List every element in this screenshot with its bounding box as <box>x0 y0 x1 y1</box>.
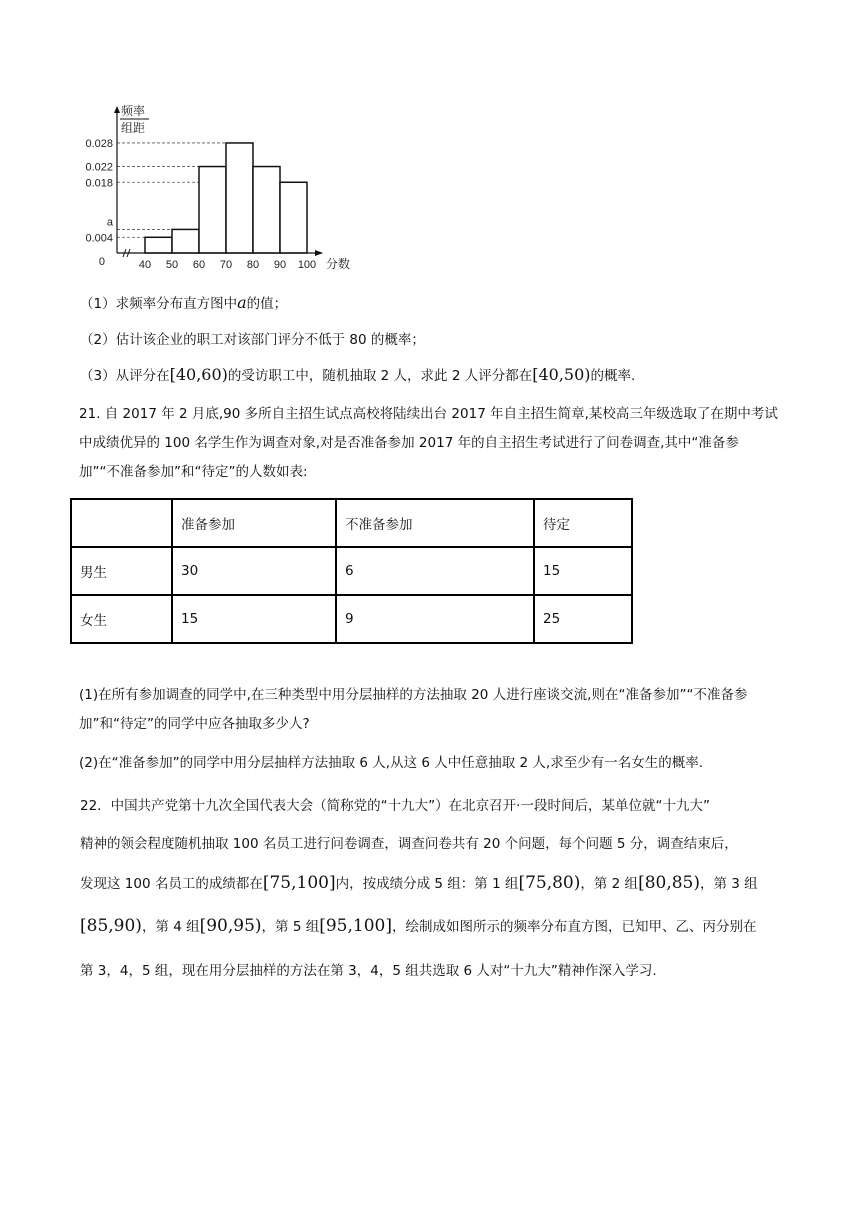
table-row <box>71 547 632 595</box>
interval-group-4: [90,95) <box>199 916 262 936</box>
table-cell: 15 <box>172 595 336 643</box>
q20-part1-text: （1）求频率分布直方图中 <box>80 296 238 312</box>
histogram-bar <box>199 167 226 253</box>
q22-line4-text: ，第 4 组 <box>141 919 200 935</box>
origin-label: 0 <box>98 256 105 268</box>
x-tick-label: 90 <box>273 259 287 271</box>
interval-40-60: [40,60) <box>169 365 228 384</box>
q20-part3 <box>80 364 635 384</box>
q22-line3-text: ，第 2 组 <box>580 876 639 892</box>
y-axis-label-bottom: 组距 <box>121 121 146 135</box>
histogram-bar <box>253 167 280 253</box>
histogram-bar <box>145 237 172 253</box>
x-tick-label: 60 <box>192 259 206 271</box>
q22-line3-text: ，第 3 组 <box>700 876 758 892</box>
table-cell: 6 <box>336 547 534 595</box>
var-a: a <box>237 293 247 312</box>
table-cell: 15 <box>534 547 632 595</box>
q22-line3-text: 发现这 100 名员工的成绩都在 <box>80 876 263 892</box>
y-tick-label: 0.018 <box>85 177 113 190</box>
q20-part3-text-end: 的概率. <box>590 368 636 384</box>
q22-line5: 第 3，4，5 组，现在用分层抽样的方法在第 3，4，5 组共选取 6 人对“十九大”精神作深入学习. <box>80 963 657 979</box>
q22-line1: 22．中国共产党第十九次全国代表大会（简称党的“十九大”）在北京召开·一段时间后，某单位就“十九大” <box>80 798 710 814</box>
y-tick-label: a <box>106 216 113 229</box>
y-tick-label: 0.028 <box>85 137 113 150</box>
y-axis-label-top: 频率 <box>121 104 146 118</box>
q22-line3-text: 内，按成绩分成 5 组：第 1 组 <box>335 876 519 892</box>
interval-40-50: [40,50) <box>532 365 591 384</box>
histogram-bar <box>226 143 253 253</box>
interval-group-5: [95,100] <box>319 916 392 936</box>
x-tick-label: 70 <box>219 259 233 271</box>
table-row-label: 女生 <box>71 595 172 643</box>
interval-75-100: [75,100] <box>262 873 336 893</box>
q21-part1: (1)在所有参加调查的同学中,在三种类型中用分层抽样的方法抽取 20 人进行座谈交流,则在“准备参加”“不准备参加”和“待定”的同学中应各抽取多少人? <box>79 687 748 732</box>
x-axis-label: 分数 <box>325 257 351 271</box>
table-cell: 25 <box>534 595 632 643</box>
y-tick-label: 0.022 <box>85 161 113 174</box>
q22-line4 <box>80 915 756 936</box>
survey-table <box>70 498 633 644</box>
q21-part2: (2)在“准备参加”的同学中用分层抽样方法抽取 6 人,从这 6 人中任意抽取 2 人,求至少有一名女生的概率. <box>79 755 703 771</box>
y-tick-label: 0.004 <box>85 232 113 245</box>
q21-intro: 21. 自 2017 年 2 月底,90 多所自主招生试点高校将陆续出台 2017 年自主招生简章,某校高三年级选取了在期中考试中成绩优异的 100 名学生作为调查对象,对是否准备参加 2017 年的自主招生考试进行了问卷调查,其中“准备参加”“不准备参加”和“待定”的人数如表: <box>79 406 778 480</box>
table-cell <box>71 499 172 547</box>
table-cell: 30 <box>172 547 336 595</box>
q20-part3-text-mid: 的受访职工中，随机抽取 2 人，求此 2 人评分都在 <box>227 368 533 384</box>
frequency-histogram <box>70 100 370 280</box>
table-header-row <box>71 499 632 547</box>
q20-part1 <box>80 292 287 312</box>
table-header-cell: 待定 <box>534 499 632 547</box>
table-cell: 9 <box>336 595 534 643</box>
interval-group-3: [85,90) <box>80 916 142 936</box>
q20-part1-text-end: 的值； <box>246 296 288 312</box>
table-header-cell: 准备参加 <box>172 499 336 547</box>
table-row <box>71 595 632 643</box>
q22-line3 <box>80 872 758 893</box>
q22-line4-text: ，第 5 组 <box>261 919 320 935</box>
histogram-bar <box>280 182 307 253</box>
histogram-svg <box>70 100 370 280</box>
x-tick-label: 50 <box>165 259 179 271</box>
table-row-label: 男生 <box>71 547 172 595</box>
y-axis-arrow <box>114 106 120 113</box>
table-header-cell: 不准备参加 <box>336 499 534 547</box>
x-axis-arrow <box>315 250 323 256</box>
x-tick-label: 80 <box>246 259 260 271</box>
x-tick-label: 100 <box>297 259 317 271</box>
x-tick-label: 40 <box>138 259 152 271</box>
interval-group-2: [80,85) <box>638 873 700 893</box>
q22-line2: 精神的领会程度随机抽取 100 名员工进行问卷调查，调查问卷共有 20 个问题，每个问题 5 分，调查结束后， <box>80 836 738 852</box>
histogram-bar <box>172 229 199 253</box>
interval-group-1: [75,80) <box>518 873 581 893</box>
q22-line4-text: ，绘制成如图所示的频率分布直方图，已知甲、乙、丙分别在 <box>391 919 757 935</box>
q20-part3-text: （3）从评分在 <box>80 368 170 384</box>
q20-part2: （2）估计该企业的职工对该部门评分不低于 80 的概率； <box>80 332 425 348</box>
